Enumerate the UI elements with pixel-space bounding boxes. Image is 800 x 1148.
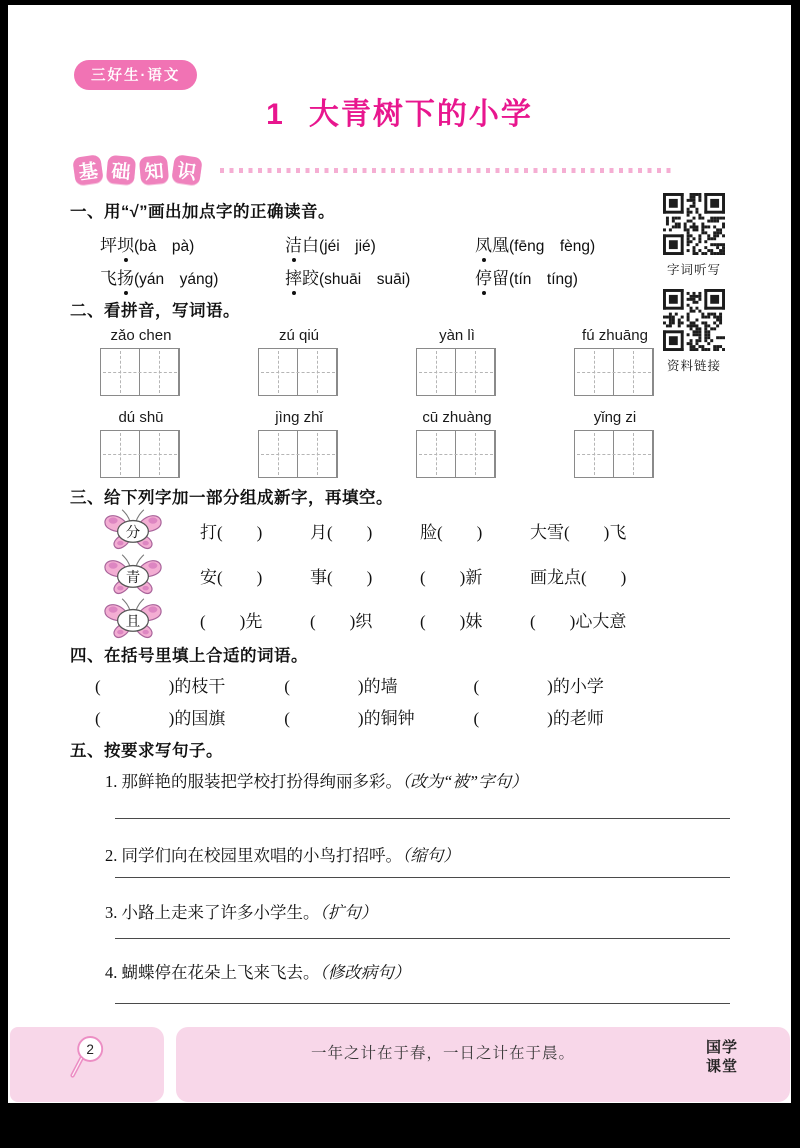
fill-blank-item: 安( ) — [200, 567, 263, 587]
writing-grid — [574, 348, 654, 396]
worksheet-page — [8, 5, 791, 1103]
word-choice: 坪坝(bà pà) — [100, 231, 285, 256]
section-header — [74, 152, 675, 188]
q3-title: 三、给下列字加一部分组成新字，再填空。 — [70, 489, 393, 507]
fill-blank-item: 画龙点( ) — [530, 567, 627, 587]
base-character: 青 — [125, 569, 141, 586]
fill-blank-item: 脸( ) — [420, 522, 483, 542]
page-number: 2 — [86, 1041, 94, 1057]
writing-grid — [574, 430, 654, 478]
lesson-title — [8, 89, 791, 133]
q1-title: 一、用“√”画出加点字的正确读音。 — [70, 203, 336, 221]
qr-block-materials — [660, 289, 728, 374]
section-badge-tile: 基 — [72, 154, 104, 186]
q2-title: 二、看拼音，写词语。 — [70, 302, 240, 320]
lesson-title-text: 大青树下的小学 — [308, 98, 533, 131]
sentence-task: 4. 蝴蝶停在花朵上飞来飞去。（修改病句） — [105, 963, 411, 982]
q3-row — [100, 595, 751, 643]
pinyin-writing-group: dú shū — [100, 409, 182, 478]
magnifier-icon — [63, 1032, 111, 1090]
writing-grid — [416, 348, 496, 396]
sentence-task: 1. 那鲜艳的服装把学校打扮得绚丽多彩。（改为“被”字句） — [105, 772, 528, 791]
q2-row — [100, 409, 656, 478]
section-badge-tile: 识 — [171, 154, 203, 186]
fill-blank-item: ( )心大意 — [530, 611, 627, 631]
fill-blank-item: 大雪( )飞 — [530, 522, 627, 542]
word-choice: 摔跤(shuāi suāi) — [285, 264, 475, 289]
sentence-task: 2. 同学们向在校园里欢唱的小鸟打招呼。（缩句） — [105, 846, 460, 865]
footer-motto-block — [176, 1027, 790, 1102]
q3-row — [100, 506, 751, 554]
pinyin-writing-group: zǎo chen — [100, 327, 182, 396]
pinyin-writing-group: jìng zhǐ — [258, 409, 340, 478]
pinyin-writing-group: fú zhuāng — [574, 327, 656, 396]
q3-row — [100, 551, 751, 599]
word-choice: 凤凰(fēng fèng) — [475, 231, 595, 256]
pinyin-writing-group: yàn lì — [416, 327, 498, 396]
qr-label: 字词听写 — [666, 263, 721, 277]
writing-grid — [258, 348, 338, 396]
butterfly-icon — [100, 596, 166, 643]
task-hint: （扩句） — [319, 903, 378, 922]
answer-line — [115, 1003, 730, 1004]
fill-blank-item: 月( ) — [310, 522, 373, 542]
q4-row — [95, 704, 659, 729]
dotted-divider — [220, 168, 675, 173]
writing-grid — [258, 430, 338, 478]
qr-code-icon — [663, 193, 725, 255]
q2-row — [100, 327, 656, 396]
fill-blank-phrase: ( )的枝干 — [95, 677, 226, 696]
fill-blank-item: ( )新 — [420, 567, 483, 587]
word-choice: 飞扬(yán yáng) — [100, 264, 285, 289]
word-choice: 停留(tín tíng) — [475, 264, 578, 289]
q4-row — [95, 672, 659, 697]
fill-blank-phrase: ( )的铜钟 — [284, 709, 415, 728]
answer-line — [115, 938, 730, 939]
fill-blank-phrase: ( )的老师 — [473, 709, 604, 728]
butterfly-icon — [100, 507, 166, 554]
fill-blank-phrase: ( )的墙 — [284, 677, 398, 696]
section-badge-tile: 础 — [106, 155, 136, 185]
sentence-task: 3. 小路上走来了许多小学生。（扩句） — [105, 903, 378, 922]
q4-title: 四、在括号里填上合适的词语。 — [70, 647, 308, 665]
series-badge: 三好生·语文 — [74, 60, 197, 90]
fill-blank-phrase: ( )的小学 — [473, 677, 604, 696]
butterfly-icon — [100, 552, 166, 599]
task-hint: （修改病句） — [319, 963, 411, 982]
answer-line — [115, 877, 730, 878]
footer-page-block — [10, 1027, 164, 1102]
lesson-number: 1 — [266, 98, 283, 131]
word-choice: 洁白(jéi jié) — [285, 231, 475, 256]
qr-block-dictation — [660, 193, 728, 278]
fill-blank-item: ( )织 — [310, 611, 373, 631]
writing-grid — [100, 348, 180, 396]
pinyin-writing-group: cū zhuàng — [416, 409, 498, 478]
footer-motto: 一年之计在于春，一日之计在于晨。 — [310, 1045, 575, 1062]
writing-grid — [100, 430, 180, 478]
qr-label: 资料链接 — [666, 359, 721, 373]
fill-blank-item: 事( ) — [310, 567, 373, 587]
qr-code-icon — [663, 289, 725, 351]
base-character: 且 — [125, 613, 141, 630]
footer-brand: 国学 课堂 — [705, 1039, 738, 1075]
pinyin-writing-group: zú qiú — [258, 327, 340, 396]
fill-blank-phrase: ( )的国旗 — [95, 709, 226, 728]
task-hint: （缩句） — [402, 846, 460, 865]
writing-grid — [416, 430, 496, 478]
fill-blank-item: ( )先 — [200, 611, 263, 631]
fill-blank-item: ( )妹 — [420, 611, 483, 631]
q5-title: 五、按要求写句子。 — [70, 742, 223, 760]
q1-row — [100, 231, 680, 256]
task-hint: （改为“被”字句） — [402, 772, 528, 791]
pinyin-writing-group: yǐng zi — [574, 409, 656, 478]
answer-line — [115, 818, 730, 819]
fill-blank-item: 打( ) — [200, 522, 263, 542]
base-character: 分 — [125, 524, 141, 541]
section-badge-tile: 知 — [139, 155, 169, 185]
q1-row — [100, 264, 680, 289]
